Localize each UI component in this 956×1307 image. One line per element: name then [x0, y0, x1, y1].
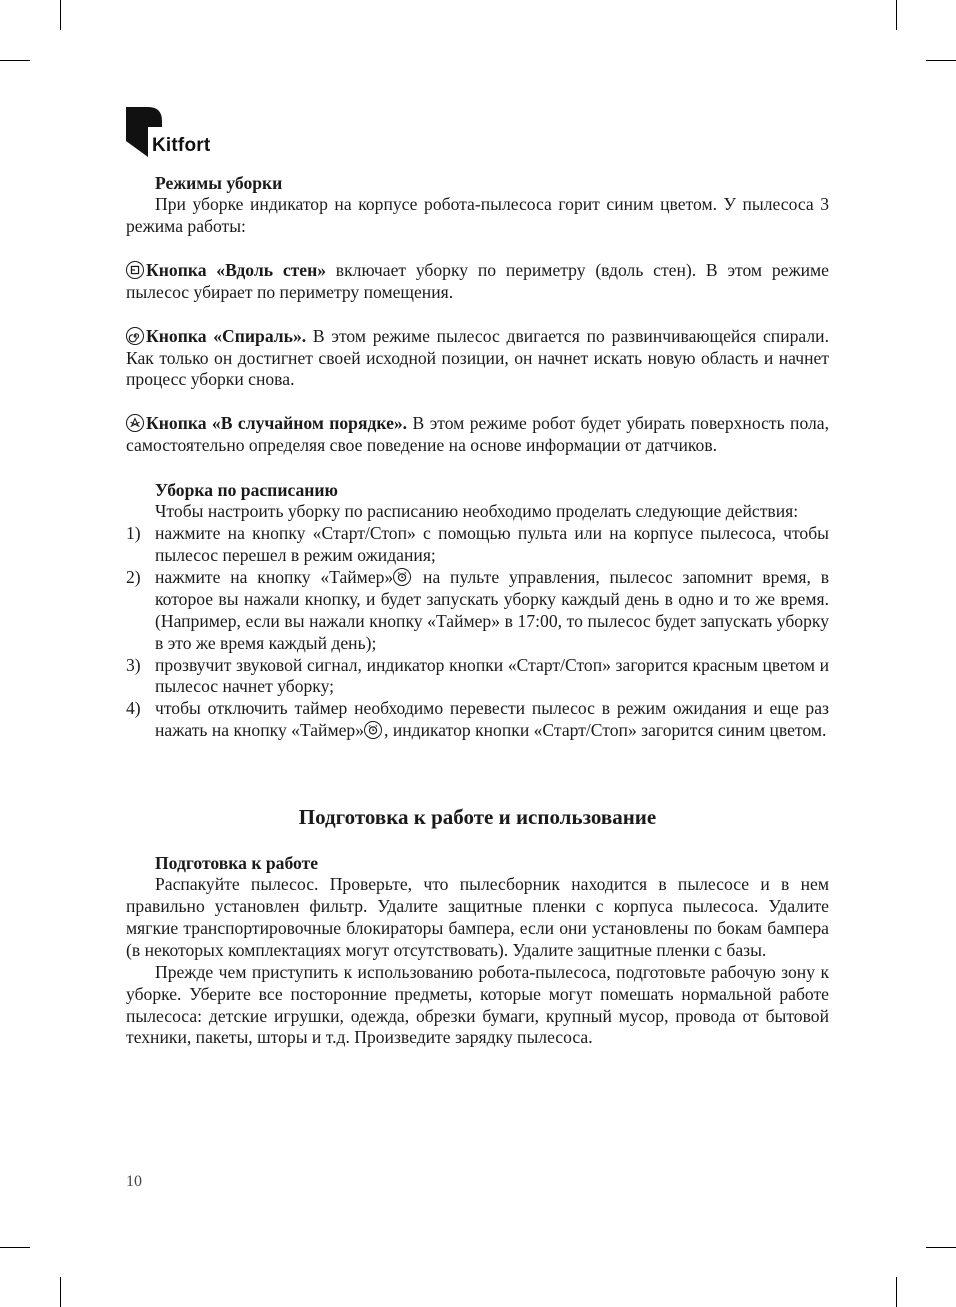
brand-name: Kitfort	[152, 135, 211, 156]
mode-random-paragraph	[126, 413, 829, 457]
crop-mark	[0, 1247, 30, 1248]
list-item: 3) прозвучит звуковой сигнал, индикатор кнопки «Старт/Стоп» загорится красным цветом и пылесос начнет уборку;	[126, 654, 829, 697]
timer-icon	[364, 721, 382, 739]
mode-wall-paragraph	[126, 260, 829, 304]
page-content	[126, 172, 829, 1049]
section-title: Подготовка к работе и использование	[298, 805, 657, 830]
prep-paragraph-2: Прежде чем приступить к использованию робота-пылесоса, подготовьте рабочую зону к уборке. Уберите все посторонние предметы, которые могут помешать нормальной работе пылесоса: детские игрушки, одежда, обрезки бумаги, крупный мусор, провода от бытовой техники, пакеты, шторы и т.д. Произведите зарядку пылесоса.	[126, 961, 829, 1048]
timer-icon	[393, 568, 411, 586]
crop-mark	[926, 60, 956, 61]
list-item: 4) чтобы отключить таймер необходимо перевести пылесос в режим ожидания и еще раз нажать на кнопку «Таймер» , индикатор кнопки «Старт/Стоп» загорится синим цветом.	[126, 698, 829, 741]
prep-heading: Подготовка к работе	[155, 853, 319, 874]
crop-mark	[926, 1247, 956, 1248]
prep-paragraph-1: Распакуйте пылесос. Проверьте, что пылесборник находится в пылесосе и в нем правильно установлен фильтр. Удалите защитные пленки с корпуса пылесоса. Удалите мягкие транспортировочные блокираторы бампера, если они установлены по бокам бампера (в некоторых комплектациях могут отсутствовать). Удалите защитные пленки с базы.	[126, 874, 829, 960]
list-item: 2) нажмите на кнопку «Таймер» на пульте управления, пылесос запомнит время, в которое вы нажали кнопку, и будет запускать уборку каждый день в одно и то же время. (Например, если вы нажали кнопку «Таймер» в 17:00, то пылесос будет запускать уборку в это же время каждый день);	[126, 566, 829, 653]
schedule-steps	[126, 523, 829, 742]
mode-wall-label: Кнопка «Вдоль стен»	[146, 259, 327, 280]
mode-random-text: В этом режиме робот будет убирать поверхность пола, самостоятельно определяя свое поведение на основе информации от датчиков.	[126, 413, 829, 456]
mode-spiral-paragraph	[126, 326, 829, 392]
list-item: 1) нажмите на кнопку «Старт/Стоп» с помощью пульта или на корпусе пылесоса, чтобы пылесос перешел в режим ожидания;	[126, 523, 829, 565]
crop-mark	[60, 0, 61, 30]
schedule-intro: Чтобы настроить уборку по расписанию необходимо проделать следующие действия:	[155, 501, 799, 522]
modes-intro: При уборке индикатор на корпусе робота-пылесоса горит синим цветом. У пылесоса 3 режима работы:	[126, 194, 829, 236]
mode-spiral-label: Кнопка «Спираль».	[146, 325, 307, 346]
crop-mark	[60, 1277, 61, 1307]
mode-random-label: Кнопка «В случайном порядке».	[146, 413, 408, 434]
page-number: 10	[126, 1173, 142, 1190]
crop-mark	[896, 1277, 897, 1307]
wall-mode-icon	[126, 261, 144, 279]
mode-wall-text: включает уборку по периметру (вдоль стен). В этом режиме пылесос убирает по периметру помещения.	[126, 259, 829, 302]
random-mode-icon	[126, 414, 144, 432]
crop-mark	[896, 0, 897, 30]
crop-mark	[0, 60, 30, 61]
mode-spiral-text: В этом режиме пылесос двигается по развинчивающейся спирали. Как только он достигнет своей исходной позиции, он начнет искать новую область и начнет процесс уборки снова.	[126, 325, 829, 390]
modes-heading: Режимы уборки	[155, 173, 283, 193]
schedule-heading: Уборка по расписанию	[155, 480, 338, 501]
spiral-mode-icon	[126, 327, 144, 345]
